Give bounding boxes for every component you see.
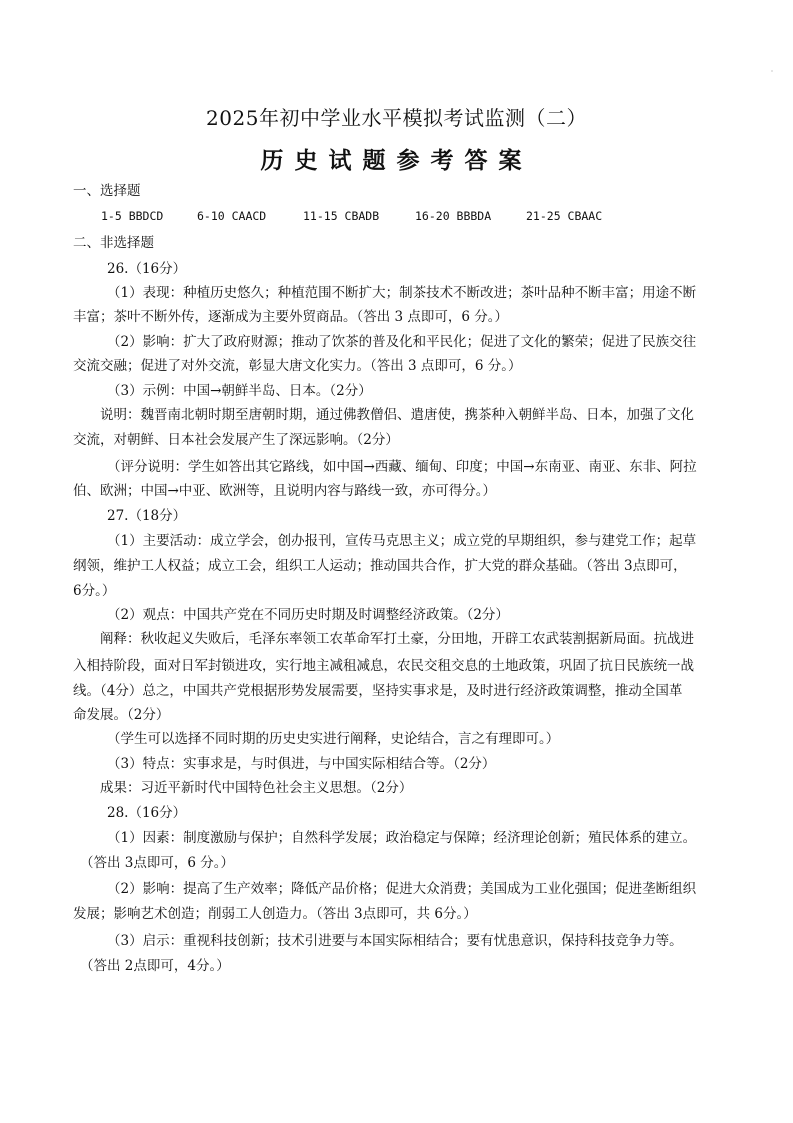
- q27-part3-line1: （3）特点：实事求是，与时俱进，与中国实际相结合等。（2分）: [107, 756, 496, 772]
- question-28-label: 28.（16分）: [107, 805, 187, 821]
- q27-result-line1: 成果：习近平新时代中国特色社会主义思想。（2分）: [100, 780, 413, 796]
- q26-part1-line2: 丰富；茶叶不断外传，逐渐成为主要外贸商品。（答出 3 点即可，6 分。）: [73, 309, 509, 325]
- q27-explain-line3: 线。（4分）总之，中国共产党根据形势发展需要，坚持实事求是，及时进行经济政策调整，推动全国革: [73, 683, 683, 699]
- page-subtitle: 历史试题参考答案: [260, 147, 533, 174]
- q28-part2-line2: 发展；影响艺术创造；削弱工人创造力。（答出 3点即可，共 6分。）: [73, 906, 477, 922]
- q28-part3-line1: （3）启示：重视科技创新；技术引进要与本国实际相结合；要有忧患意识，保持科技竞争力等。: [107, 933, 683, 949]
- scan-speck: [771, 70, 773, 72]
- answer-group-11-15: 11-15 CBADB: [303, 209, 380, 223]
- question-27-label: 27.（18分）: [107, 508, 187, 524]
- answer-group-1-5: 1-5 BBDCD: [101, 209, 164, 223]
- q27-explain-note: （学生可以选择不同时期的历史史实进行阐释，史论结合，言之有理即可。）: [107, 731, 560, 747]
- q26-part2-line2: 交流交融；促进了对外交流，彰显大唐文化实力。（答出 3 点即可，6 分。）: [73, 358, 522, 374]
- q28-part3-line2: （答出 2点即可，4分。）: [80, 958, 230, 974]
- q28-part2-line1: （2）影响：提高了生产效率；降低产品价格；促进大众消费；美国成为工业化强国；促进垄断组织: [107, 881, 697, 897]
- q26-scoring-line2: 伯、欧洲；中国→中亚、欧洲等，且说明内容与路线一致，亦可得分。）: [73, 483, 497, 499]
- q26-note-line2: 交流，对朝鲜、日本社会发展产生了深远影响。（2分）: [73, 432, 399, 448]
- q26-scoring-line1: （评分说明：学生如答出其它路线，如中国→西藏、缅甸、印度；中国→东南亚、南亚、东非、阿拉: [107, 459, 697, 475]
- q28-part1-line1: （1）因素：制度激励与保护；自然科学发展；政治稳定与保障；经济理论创新；殖民体系的建立。: [107, 830, 697, 846]
- q28-part1-line2: （答出 3点即可，6 分。）: [80, 855, 235, 871]
- q27-part1-line3: 6分。）: [73, 583, 116, 599]
- q26-part2-line1: （2）影响：扩大了政府财源；推动了饮茶的普及化和平民化；促进了文化的繁荣；促进了民族交往: [107, 334, 697, 350]
- q27-explain-line4: 命发展。（2分）: [73, 707, 170, 723]
- q26-part1-line1: （1）表现：种植历史悠久；种植范围不断扩大；制茶技术不断改进；茶叶品种不断丰富；用途不断: [107, 285, 697, 301]
- page-title: 2025年初中学业水平模拟考试监测（二）: [206, 106, 587, 130]
- q26-note-line1: 说明：魏晋南北朝时期至唐朝时期，通过佛教僧侣、遣唐使，携茶种入朝鲜半岛、日本，加强了文化: [100, 407, 694, 423]
- q27-explain-line1: 阐释：秋收起义失败后，毛泽东率领工农革命军打土豪，分田地，开辟工农武装割据新局面。抗战进: [100, 631, 694, 647]
- q27-part2-line1: （2）观点：中国共产党在不同历史时期及时调整经济政策。（2分）: [107, 607, 509, 623]
- q26-part3-line1: （3）示例：中国→朝鲜半岛、日本。（2分）: [107, 383, 372, 399]
- question-26-label: 26.（16分）: [107, 261, 187, 277]
- answer-group-6-10: 6-10 CAACD: [197, 209, 267, 223]
- section-heading-nonchoice: 二、非选择题: [73, 235, 154, 251]
- q27-part1-line2: 纲领，维护工人权益；成立工会，组织工人运动；推动国共合作，扩大党的群众基础。（答出 3点即可，: [73, 558, 687, 574]
- section-heading-choice: 一、选择题: [73, 183, 141, 199]
- answer-group-21-25: 21-25 CBAAC: [526, 209, 603, 223]
- q27-explain-line2: 入相持阶段，面对日军封锁进攻，实行地主减租减息，农民交租交息的土地政策，巩固了抗日民族统一战: [73, 658, 694, 674]
- answer-group-16-20: 16-20 BBBDA: [415, 209, 492, 223]
- q27-part1-line1: （1）主要活动：成立学会，创办报刊，宣传马克思主义；成立党的早期组织，参与建党工作；起草: [107, 533, 697, 549]
